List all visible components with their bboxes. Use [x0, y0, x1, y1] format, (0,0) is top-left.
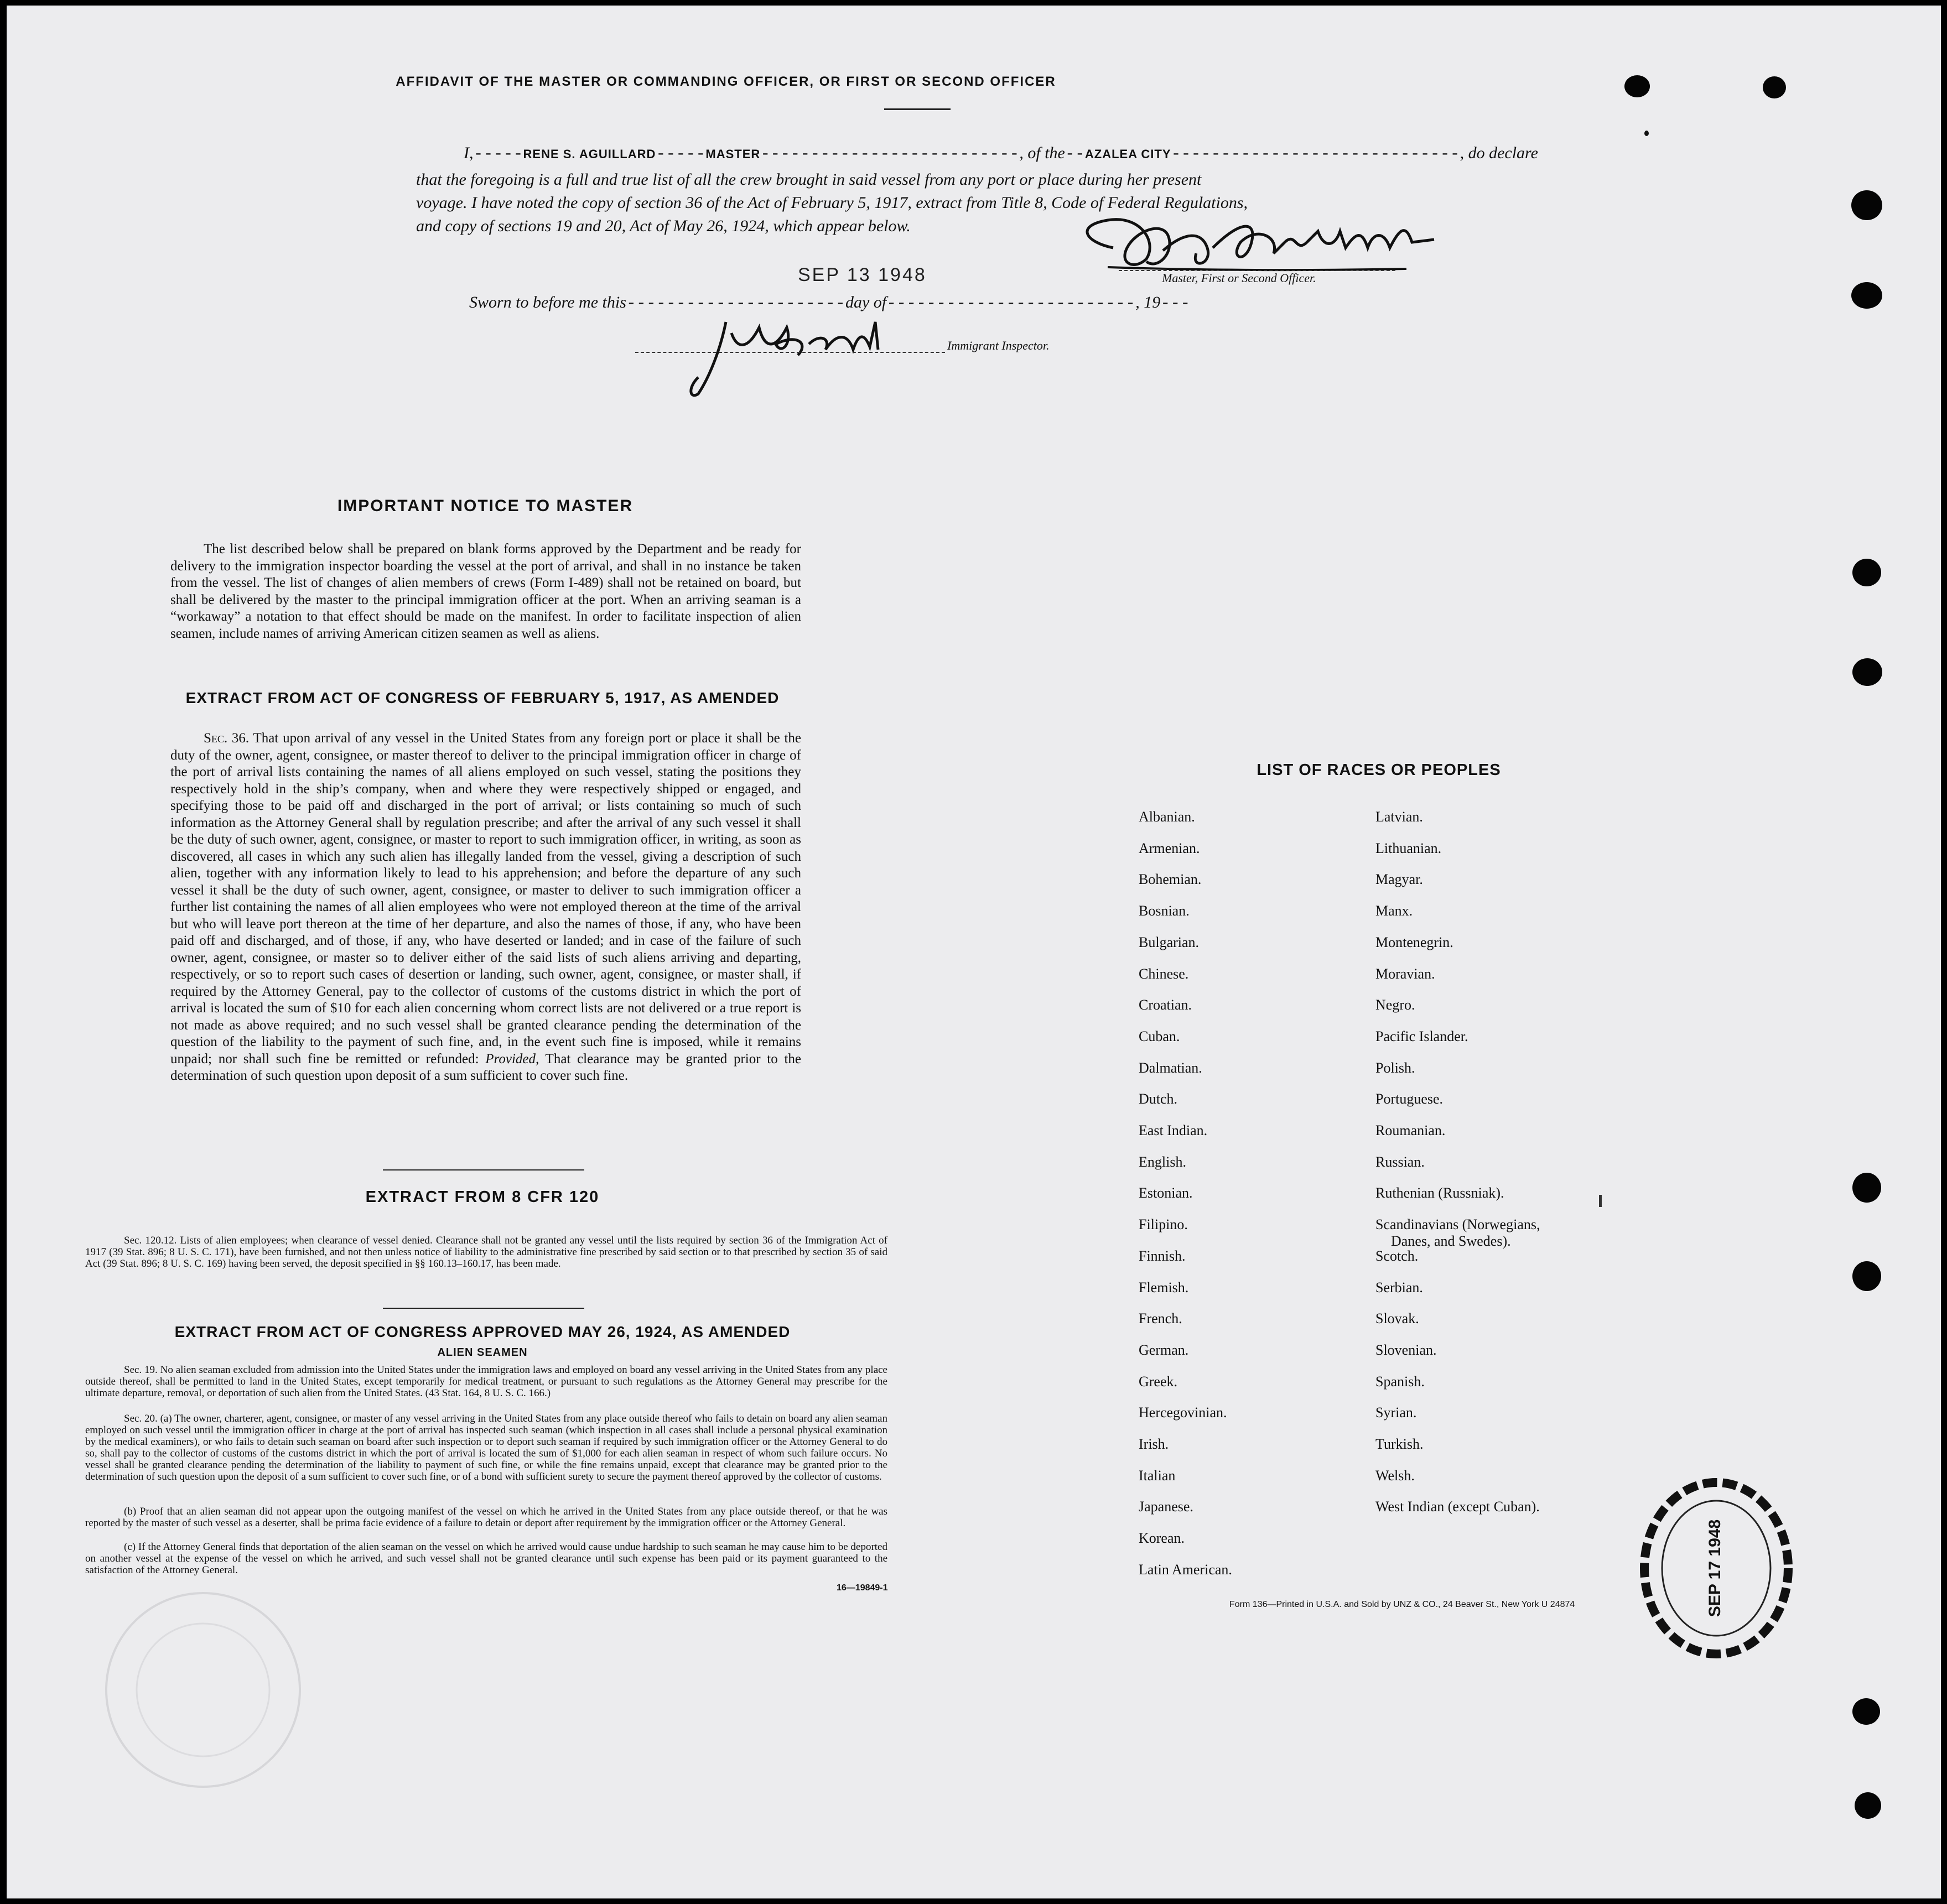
- sec-36-label: Sec. 36.: [204, 731, 250, 746]
- sec-19-text: Sec. 19. No alien seaman excluded from admission into the United States under the immigration laws and employed on board any vessel arriving in the United States from any place outside thereof, shall be permitted to land in the United States, except temporarily for medical treatment, or pursuant to such regulations as the Attorney General may prescribe for the ultimate departure, removal, or deportation of such alien from the United States. (43 Stat. 164, 8 U. S. C. 166.): [85, 1364, 887, 1399]
- punch-hole: [1852, 658, 1882, 686]
- date-stamp: SEP 13 1948: [798, 264, 927, 285]
- race-item: Scandinavians (Norwegians,: [1375, 1216, 1540, 1233]
- punch-hole: [1851, 190, 1882, 220]
- declaration-line: I,-----RENE S. AGUILLARD-----MASTER--------------------------, of the--AZALEA CITY-----------------------------, do declare: [464, 144, 1538, 164]
- race-item: Japanese.: [1139, 1499, 1193, 1515]
- race-item: Bohemian.: [1139, 871, 1202, 888]
- sec-20b-text: (b) Proof that an alien seaman did not appear upon the outgoing manifest of the vessel on which he arrived in the United States from any place outside thereof, or that he was reported by the master of such vessel as a deserter, shall be prima facie evidence of a failure to detain or deport after requirement by the immigration officer or the Attorney General.: [85, 1506, 887, 1529]
- race-item: Korean.: [1139, 1530, 1185, 1547]
- race-item: Manx.: [1375, 903, 1413, 919]
- punch-hole: [1852, 1698, 1880, 1725]
- cfr-title: EXTRACT FROM 8 CFR 120: [365, 1188, 600, 1206]
- race-item: Chinese.: [1139, 965, 1189, 982]
- race-item: Danes, and Swedes).: [1391, 1233, 1511, 1250]
- do-declare-label: , do declare: [1460, 144, 1538, 162]
- punch-hole: [1763, 76, 1786, 98]
- race-item: Turkish.: [1375, 1436, 1424, 1452]
- race-item: Montenegrin.: [1375, 934, 1453, 950]
- race-item: Slovenian.: [1375, 1341, 1437, 1358]
- punch-hole: [1851, 282, 1882, 309]
- race-item: Latin American.: [1139, 1561, 1232, 1578]
- punch-hole: [1855, 1792, 1881, 1819]
- punch-hole: [1852, 1173, 1881, 1203]
- race-item: Dalmatian.: [1139, 1059, 1202, 1076]
- race-item: Hercegovinian.: [1139, 1404, 1227, 1421]
- divider: [383, 1308, 584, 1309]
- race-item: Albanian.: [1139, 809, 1195, 825]
- notice-title: IMPORTANT NOTICE TO MASTER: [337, 497, 634, 515]
- affidavit-title: AFFIDAVIT OF THE MASTER OR COMMANDING OFFICER, OR FIRST OR SECOND OFFICER: [396, 74, 1056, 89]
- race-item: Croatian.: [1139, 997, 1192, 1013]
- race-item: Estonian.: [1139, 1185, 1193, 1201]
- speck: [1599, 1195, 1602, 1207]
- sec-20a-text: Sec. 20. (a) The owner, charterer, agent, consignee, or master of any vessel arriving in the United States from any place outside thereof who fails to detain on board any alien seaman employed on such vessel until the immigration officer in charge at the port of arrival has inspected such seaman (which inspection in all cases shall include a personal physical examination by the medical examiners), or who fails to detain such seaman on board after such inspection or to deport such seaman if required by such immigration officer or the Attorney General to do so, shall pay to the collector of customs of the customs district in which the port of arrival is located the sum of $1,000 for each alien seaman in respect of whom such failure occurs. No vessel shall be granted clearance pending the determination of the liability to payment of such fine, or while the fine remains unpaid, except that clearance may be granted prior to the determination of such question upon the deposit of a sum sufficient to cover such fine, or of a bond with sufficient surety to secure the payment thereof approved by the collector of customs.: [85, 1413, 887, 1482]
- divider: [884, 108, 951, 110]
- embossed-seal: [101, 1588, 305, 1792]
- form-footer: Form 136—Printed in U.S.A. and Sold by UNZ & CO., 24 Beaver St., New York U 24874: [1229, 1600, 1575, 1609]
- race-item: Slovak.: [1375, 1310, 1419, 1327]
- race-item: Ruthenian (Russniak).: [1375, 1185, 1504, 1201]
- race-item: Dutch.: [1139, 1091, 1178, 1107]
- cfr-body: Sec. 120.12. Lists of alien employees; when clearance of vessel denied. Clearance shall not be granted any vessel until the lists required by section 36 of the Immigration Act of 1917 (39 Stat. 896; 8 U. S. C. 171), have been furnished, and not then unless notice of liability to the administrative fine prescribed by said section or to that prescribed by section 35 of said Act (39 Stat. 896; 8 U. S. C. 169) having been served, the deposit specified in §§ 160.13–160.17, has been made.: [85, 1235, 887, 1270]
- race-item: Cuban.: [1139, 1028, 1180, 1044]
- race-item: Scotch.: [1375, 1247, 1419, 1264]
- day-of-label: day of: [845, 293, 887, 311]
- postmark-stamp: [1639, 1477, 1794, 1660]
- race-item: Finnish.: [1139, 1247, 1186, 1264]
- master-caption: Master, First or Second Officer.: [1162, 271, 1316, 285]
- race-item: Magyar.: [1375, 871, 1423, 888]
- declarant-name: RENE S. AGUILLARD: [523, 147, 656, 161]
- race-item: Lithuanian.: [1375, 840, 1442, 856]
- inspector-signature-line: [635, 352, 945, 353]
- i-label: I,: [464, 144, 474, 162]
- divider: [383, 1169, 584, 1171]
- race-item: Welsh.: [1375, 1467, 1415, 1484]
- race-item: Latvian.: [1375, 809, 1423, 825]
- extract-1917-title: EXTRACT FROM ACT OF CONGRESS OF FEBRUARY 5, 1917, AS AMENDED: [185, 689, 780, 706]
- race-item: West Indian (except Cuban).: [1375, 1499, 1540, 1515]
- proviso-label: Provided,: [485, 1051, 539, 1067]
- race-item: Armenian.: [1139, 840, 1200, 856]
- race-item: German.: [1139, 1341, 1189, 1358]
- race-item: Filipino.: [1139, 1216, 1188, 1233]
- inspector-caption: Immigrant Inspector.: [947, 339, 1050, 352]
- race-item: Moravian.: [1375, 965, 1435, 982]
- race-item: Italian: [1139, 1467, 1176, 1484]
- sec-20c-text: (c) If the Attorney General finds that deportation of the alien seaman on the vessel on which he arrived would cause undue hardship to such seaman he may cause him to be deported on another vessel at the expense of the vessel on which he arrived, and such vessel shall not be granted clearance until such expense has been paid or its payment guaranteed to the satisfaction of the Attorney General.: [85, 1541, 887, 1576]
- document-page: [7, 6, 1941, 1898]
- races-title: LIST OF RACES OR PEOPLES: [1257, 761, 1501, 779]
- year-label: , 19: [1135, 293, 1161, 311]
- punch-hole: [1852, 1261, 1881, 1291]
- race-item: Pacific Islander.: [1375, 1028, 1468, 1044]
- sworn-line: Sworn to before me this----------------------day of-------------------------, 19---: [469, 293, 1191, 313]
- punch-hole: [1852, 559, 1881, 586]
- race-item: Flemish.: [1139, 1279, 1189, 1296]
- of-the-label: , of the: [1019, 144, 1065, 162]
- sec-36-text: That upon arrival of any vessel in the United States from any foreign port or place it shall be the duty of the owner, agent, consignee, or master thereof to deliver to the principal immigration officer in charge of the port of arrival lists containing the names of all aliens employed on such vessel, stating the positions they respectively hold in the ship’s company, when and where they were respectively shipped or engaged, and specifying those to be paid off and discharged in the port of arrival; or lists containing so much of such information as the Attorney General shall by regulation prescribe; and after the arrival of any such vessel it shall be the duty of such owner, agent, consignee, or master to report to such immigration officer, in writing, as soon as discovered, all cases in which any such alien has illegally landed from the vessel, giving a description of such alien, together with any information likely to lead to his apprehension; and before the departure of any such vessel it shall be the duty of such owner, agent, consignee, or master to deliver to such immigration officer a further list containing the names of all alien employees who were not employed thereon at the time of the arrival but who will leave port thereon at the time of her departure, and also the names of those, if any, who have been paid off and discharged, and of those, if any, who have deserted or landed; and in case of the failure of such owner, agent, consignee, or master so to deliver either of the said lists of such aliens arriving and departing, respectively, or so to report such cases of desertion or landing, such owner, agent, consignee, or master shall, if required by the Attorney General, pay to the collector of customs of the customs district in which the port of arrival is located the sum of $10 for each alien concerning whom correct lists are not delivered or a true report is not made as above required; and no such vessel shall be granted clearance pending the determination of the question of the liability to the payment of such fine, and, in the event such fine is imposed, while it remains unpaid; nor shall such fine be remitted or refunded:: [170, 731, 801, 1067]
- extract-1924-title: EXTRACT FROM ACT OF CONGRESS APPROVED MAY 26, 1924, AS AMENDED: [174, 1323, 791, 1340]
- race-item: Polish.: [1375, 1059, 1415, 1076]
- race-item: French.: [1139, 1310, 1182, 1327]
- affidavit-body-1: that the foregoing is a full and true list of all the crew brought in said vessel from any port or place during her present: [416, 170, 1202, 189]
- form-code: 16—19849-1: [837, 1583, 888, 1593]
- vessel-name: AZALEA CITY: [1084, 147, 1171, 161]
- race-item: Spanish.: [1375, 1373, 1425, 1390]
- race-item: Irish.: [1139, 1436, 1169, 1452]
- affidavit-body-3: and copy of sections 19 and 20, Act of May 26, 1924, which appear below.: [416, 217, 911, 235]
- race-item: Russian.: [1375, 1153, 1425, 1170]
- punch-hole: [1624, 75, 1650, 97]
- declarant-rank: MASTER: [705, 147, 761, 161]
- notice-body: The list described below shall be prepared on blank forms approved by the Department and be ready for delivery to the immigration inspector boarding the vessel at the port of arrival, and shall in no instance be taken from the vessel. The list of changes of alien members of crews (Form I-489) shall not be retained on board, but shall be delivered by the master to the principal immigration officer at the port. When an arriving seaman is a “workaway” a notation to that effect should be made on the manifest. In order to facilitate inspection of alien seamen, include names of arriving American citizen seamen as well as aliens.: [170, 542, 801, 641]
- affidavit-body-2: voyage. I have noted the copy of section 36 of the Act of February 5, 1917, extract from Title 8, Code of Federal Regulations,: [416, 194, 1248, 212]
- race-item: Bulgarian.: [1139, 934, 1200, 950]
- speck: [1644, 131, 1649, 136]
- race-item: Bosnian.: [1139, 903, 1190, 919]
- inspector-signature: [665, 311, 897, 399]
- proviso-text: That clearance may be granted prior to the determination of such question upon deposit of a sum sufficient to cover such fine.: [170, 1051, 801, 1083]
- race-item: Serbian.: [1375, 1279, 1423, 1296]
- race-item: Syrian.: [1375, 1404, 1417, 1421]
- alien-seamen-subtitle: ALIEN SEAMEN: [437, 1346, 528, 1359]
- postmark-date: SEP 17 1948: [1706, 1519, 1724, 1617]
- race-item: Greek.: [1139, 1373, 1178, 1390]
- race-item: Portuguese.: [1375, 1091, 1444, 1107]
- race-item: English.: [1139, 1153, 1186, 1170]
- sworn-label: Sworn to before me this: [469, 293, 626, 311]
- race-item: Roumanian.: [1375, 1122, 1446, 1138]
- extract-1917-body: [170, 730, 801, 1085]
- race-item: Negro.: [1375, 997, 1415, 1013]
- race-item: East Indian.: [1139, 1122, 1208, 1138]
